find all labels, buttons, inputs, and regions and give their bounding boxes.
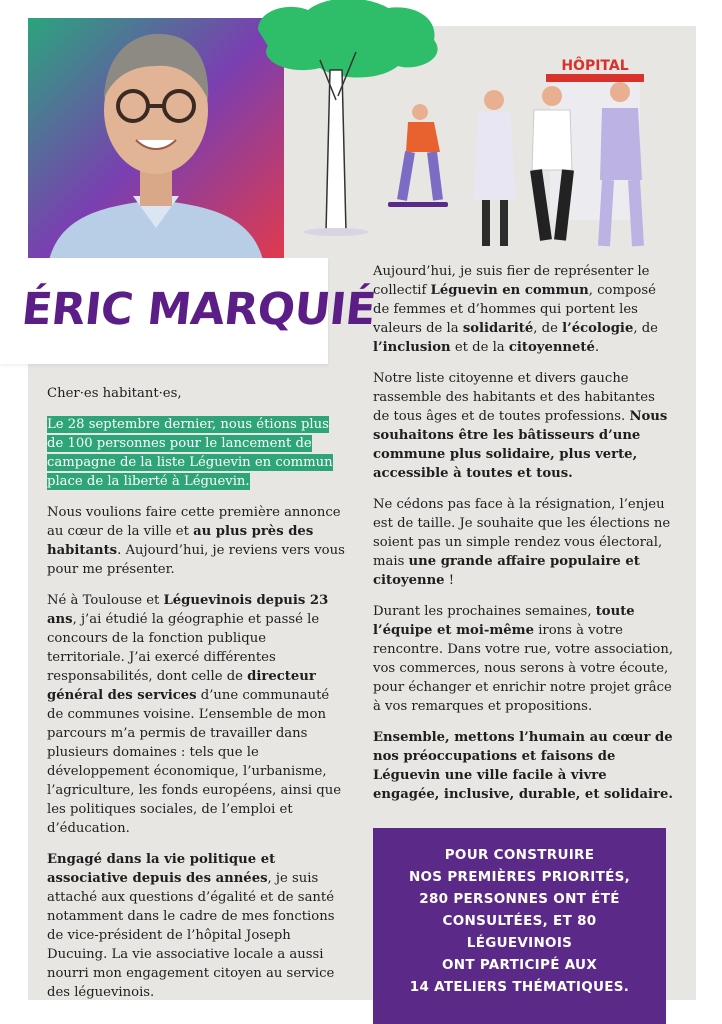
left-column (47, 384, 347, 1014)
paragraph-engagement: Engagé dans la vie politique et associative depuis des années, je suis attaché aux questions d’égalité et de santé notamment dans le cadre de mes fonctions de vice-président de l’hôpital Joseph Ducuing. La vie associative locale a aussi nourri mon engagement citoyen au service des léguevinois. (47, 852, 335, 1000)
closing-statement: Ensemble, mettons l’humain au cœur de nos préoccupations et faisons de Léguevin une ville facile à vivre engagée, inclusive, durable, et solidaire. (373, 730, 673, 802)
header-illustration (248, 0, 688, 260)
callout-line: 14 ATELIERS THÉMATIQUES. (409, 979, 630, 995)
callout-line: 280 PERSONNES ONT ÉTÉ (419, 891, 620, 907)
paragraph-list: Notre liste citoyenne et divers gauche rassemble des habitants et des habitantes de tous âges et de toutes professions. Nous souhaitons être les bâtisseurs d’une commune plus solidaire, plus verte, accessible à toutes et tous. (373, 371, 668, 481)
name-banner (0, 258, 378, 364)
hospital-sign: HÔPITAL (561, 58, 629, 74)
greeting: Cher·es habitant·es, (47, 386, 182, 401)
callout-line: NOS PREMIÈRES PRIORITÉS, (408, 869, 631, 885)
callout-line: CONSULTÉES, ET 80 LÉGUEVINOIS (442, 913, 597, 951)
right-column (373, 262, 673, 816)
callout-line: POUR CONSTRUIRE (444, 847, 595, 863)
highlighted-intro: Le 28 septembre dernier, nous étions plus de 100 personnes pour le lancement de campagne de la liste Léguevin en commun place de la liberté à Léguevin. (47, 417, 333, 489)
skater-figure (388, 104, 448, 207)
paragraph-meetings: Durant les prochaines semaines, toute l’équipe et moi-même irons à votre rencontre. Dans votre rue, votre association, vos commerces, nous serons à votre écoute, pour échanger et enrichir notre projet grâce à vos remarques et propositions. (373, 604, 674, 714)
portrait-illustration (28, 18, 284, 264)
paragraph-biography: Né à Toulouse et Léguevinois depuis 23 ans, j’ai étudié la géographie et passé le concours de la fonction publique territoriale. J’ai exercé différentes responsabilités, dont celle de directeur général des services d’une communauté de communes voisine. L’ensemble de mon parcours m’a permis de travailler dans plusieurs domaines : tels que le développement économique, l’urbanisme, l’agriculture, les fonds européens, ainsi que les politiques sociales, de l’emploi et d’éducation. (47, 593, 342, 836)
tree-and-hospital-illustration (248, 0, 688, 260)
callout-line: ONT PARTICIPÉ AUX (441, 957, 598, 973)
priorities-callout (373, 828, 666, 1024)
candidate-name: ÉRIC MARQUIÉ (19, 284, 378, 335)
callout-text (390, 844, 650, 998)
paragraph-collective: Aujourd’hui, je suis fier de représenter le collectif Léguevin en commun, composé de femmes et d’hommes qui portent les valeurs de la solidarité, de l’écologie, de l’inclusion et de la citoyenneté. (373, 264, 658, 355)
paragraph-announcement: Nous voulions faire cette première annonce au cœur de la ville et au plus près des habitants. Aujourd’hui, je reviens vers vous pour me présenter. (47, 505, 345, 577)
candidate-photo (28, 18, 284, 264)
paragraph-resignation: Ne cédons pas face à la résignation, l’enjeu est de taille. Je souhaite que les élections ne soient pas un simple rendez vous électoral, mais une grande affaire populaire et citoyenne ! (373, 497, 671, 588)
